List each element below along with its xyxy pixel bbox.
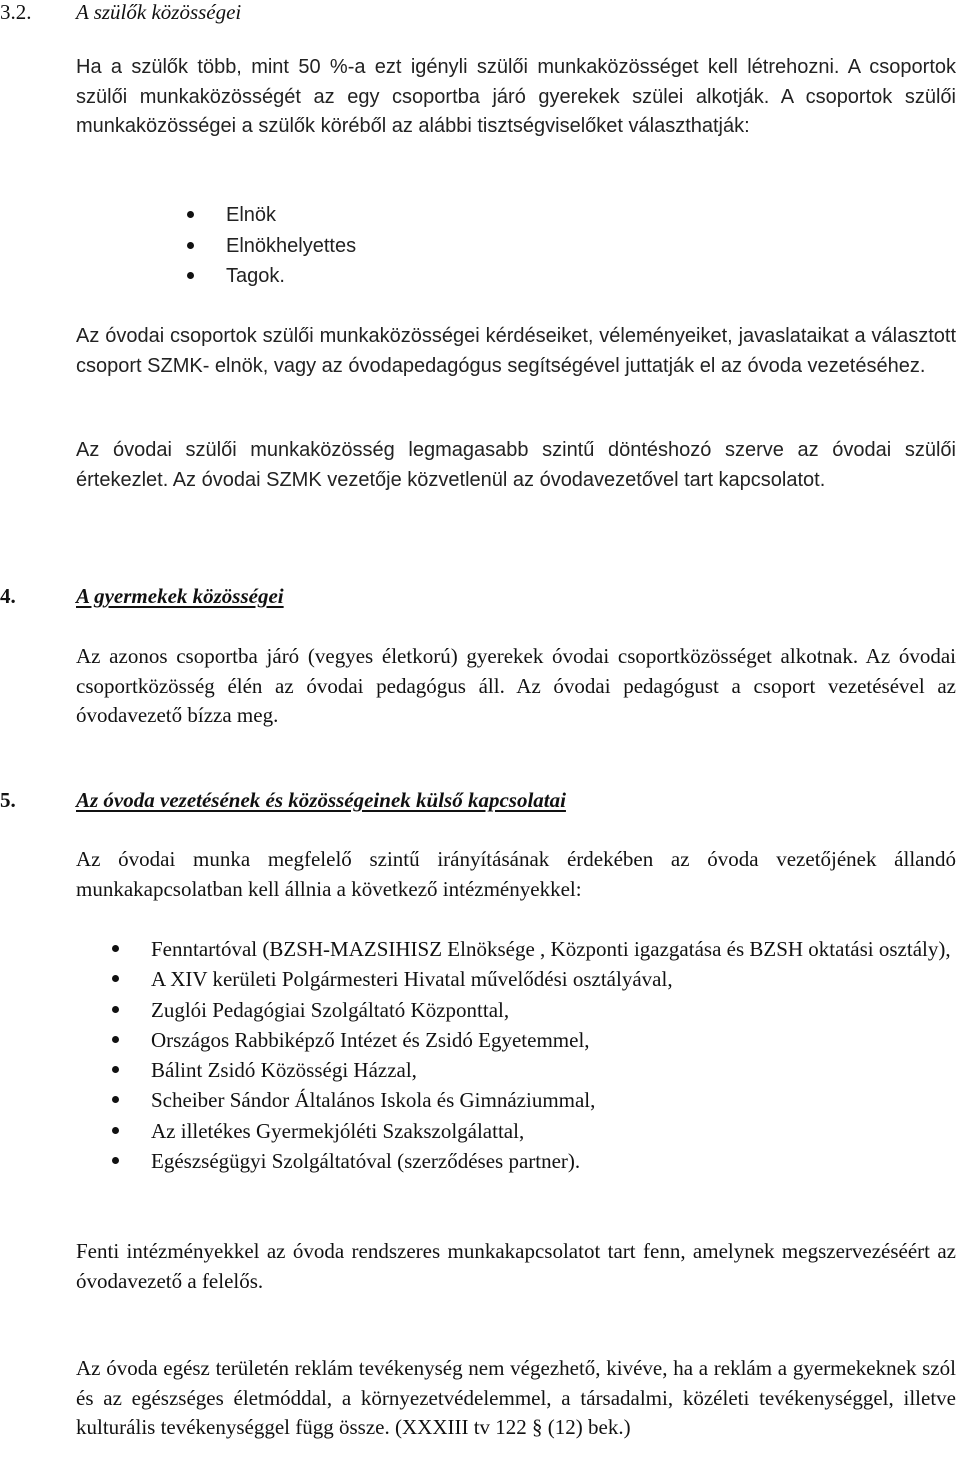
list-item: Tagok.: [226, 261, 356, 292]
list-item: Zuglói Pedagógiai Szolgáltató Központtal,: [151, 995, 956, 1025]
bullet-icon: [112, 1006, 119, 1013]
list-item: A XIV kerületi Polgármesteri Hivatal művelődési osztályával,: [151, 964, 956, 994]
bullet-icon: [187, 211, 194, 218]
paragraph: Az óvodai csoportok szülői munkaközösségei kérdéseiket, véleményeiket, javaslataikat a választott csoport SZMK- elnök, vagy az óvodapedagógus segítségével juttatják el az óvoda vezetéséhez.: [76, 325, 956, 377]
bullet-icon: [112, 1127, 119, 1134]
section-number: 4.: [0, 584, 16, 608]
section-number: 5.: [0, 788, 16, 812]
list-item: Az illetékes Gyermekjóléti Szakszolgálattal,: [151, 1116, 956, 1146]
paragraph: Fenti intézményekkel az óvoda rendszeres munkakapcsolatot tart fenn, amelynek megszervezéséért az óvodavezető a felelős.: [76, 1239, 956, 1293]
list-item: Elnökhelyettes: [226, 231, 356, 262]
list-item: Egészségügyi Szolgáltatóval (szerződéses partner).: [151, 1146, 956, 1176]
institutions-list: [151, 934, 956, 1176]
bullet-icon: [112, 1036, 119, 1043]
list-item: Országos Rabbiképző Intézet és Zsidó Egyetemmel,: [151, 1025, 956, 1055]
paragraph: Az óvodai szülői munkaközösség legmagasabb szintű döntéshozó szerve az óvodai szülői értekezlet. Az óvodai SZMK vezetője közvetlenül az óvodavezetővel tart kapcsolatot.: [76, 439, 956, 491]
section-number: 3.2.: [0, 0, 32, 24]
section-title: Az óvoda vezetésének és közösségeinek külső kapcsolatai: [76, 788, 566, 812]
bullet-icon: [112, 1157, 119, 1164]
section-5-heading: [0, 786, 566, 816]
list-item: Scheiber Sándor Általános Iskola és Gimnáziummal,: [151, 1085, 956, 1115]
section-title: A szülők közösségei: [76, 0, 242, 24]
paragraph: Az óvoda egész területén reklám tevékenység nem végezhető, kivéve, ha a reklám a gyermekeknek szól és az egészséges életmóddal, a környezetvédelemmel, a társadalmi, közéleti tevékenységgel, illetve kulturális tevékenységgel függ össze. (XXXIII tv 122 § (12) bek.): [76, 1356, 956, 1439]
bullet-icon: [112, 945, 119, 952]
list-item: Elnök: [226, 200, 356, 231]
roles-list: [226, 200, 356, 292]
section-3-2-heading: [0, 0, 241, 28]
section-4-heading: [0, 582, 284, 612]
list-item: Fenntartóval (BZSH-MAZSIHISZ Elnöksége , Központi igazgatása és BZSH oktatási osztály),: [151, 934, 956, 964]
bullet-icon: [112, 1096, 119, 1103]
paragraph: Az azonos csoportba járó (vegyes életkorú) gyerekek óvodai csoportközösséget alkotnak. Az óvodai csoportközösség élén az óvodai pedagógus áll. Az óvodai pedagógust a csoport vezetésével az óvodavezető bízza meg.: [76, 644, 956, 727]
paragraph: Ha a szülők több, mint 50 %-a ezt igényli szülői munkaközösséget kell létrehozni. A csoportok szülői munkaközösségét az egy csoportba járó gyerekek szülei alkotják. A csoportok szülői munkaközösségei a szülők köréből az alábbi tisztségviselőket választhatják:: [76, 56, 956, 137]
list-item: Bálint Zsidó Közösségi Házzal,: [151, 1055, 956, 1085]
bullet-icon: [112, 1066, 119, 1073]
bullet-icon: [187, 242, 194, 249]
section-title: A gyermekek közösségei: [76, 584, 284, 608]
paragraph: Az óvodai munka megfelelő szintű irányításának érdekében az óvoda vezetőjének állandó munkakapcsolatban kell állnia a következő intézményekkel:: [76, 847, 956, 901]
bullet-icon: [112, 975, 119, 982]
bullet-icon: [187, 272, 194, 279]
